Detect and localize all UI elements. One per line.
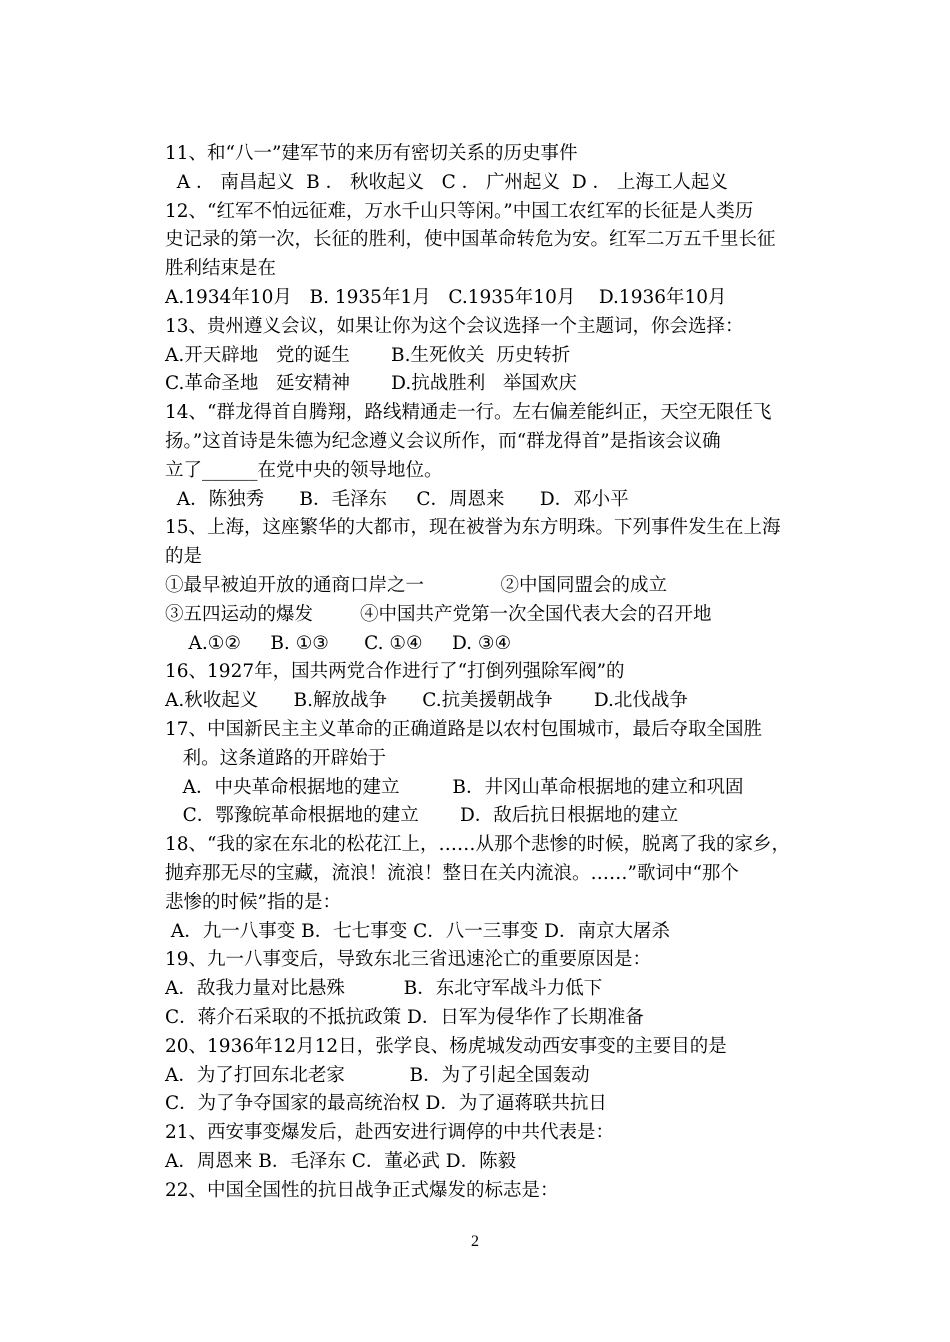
text-line: 利。这条道路的开辟始于 <box>165 747 387 769</box>
text-line: 22、中国全国性的抗日战争正式爆发的标志是： <box>165 1179 559 1201</box>
text-line: A．陈独秀 B．毛泽东 C．周恩来 D．邓小平 <box>165 488 629 510</box>
text-line: A.开天辟地 党的诞生 B.生死攸关 历史转折 <box>165 344 571 366</box>
text-line: A.1934年10月 B. 1935年1月 C.1935年10月 D.1936年10月 <box>165 287 727 308</box>
page-number: 2 <box>471 1233 479 1250</box>
text-line: 史记录的第一次，长征的胜利，使中国革命转危为安。红军二万五千里长征 <box>165 229 776 251</box>
text-line: 17、中国新民主主义革命的正确道路是以农村包围城市，最后夺取全国胜 <box>165 719 763 740</box>
text-line: A.①② B. ①③ C. ①④ D. ③④ <box>165 632 512 654</box>
text-line: 扬。”这首诗是朱德为纪念遵义会议所作，而“群龙得首”是指该会议确 <box>165 431 721 452</box>
text-line: A.秋收起义 B.解放战争 C.抗美援朝战争 D.北伐战争 <box>165 690 688 712</box>
text-line: 胜利结束是在 <box>165 258 277 280</box>
text-line: 15、上海，这座繁华的大都市，现在被誉为东方明珠。下列事件发生在上海 <box>165 517 781 539</box>
text-line: 悲惨的时候”指的是： <box>165 891 341 913</box>
text-line: 19、九一八事变后，导致东北三省迅速沦亡的重要原因是： <box>165 949 652 971</box>
text-line: A．中央革命根据地的建立 B．井冈山革命根据地的建立和巩固 <box>165 776 744 798</box>
text-line: A．为了打回东北老家 B．为了引起全国轰动 <box>165 1064 590 1086</box>
text-line: 立了______在党中央的领导地位。 <box>165 459 443 481</box>
text-line: A．周恩来 B．毛泽东 C．董必武 D．陈毅 <box>165 1151 517 1172</box>
text-line: 18、“我的家在东北的松花江上，……从那个悲惨的时候，脱离了我的家乡， <box>165 834 791 856</box>
text-line: C．为了争夺国家的最高统治权 D．为了逼蒋联共抗日 <box>165 1093 607 1115</box>
text-line: ③五四运动的爆发 ④中国共产党第一次全国代表大会的召开地 <box>165 603 712 625</box>
text-line: A．九一八事变 B．七七事变 C．八一三事变 D．南京大屠杀 <box>165 920 670 942</box>
text-line: 20、1936年12月12日，张学良、杨虎城发动西安事变的主要目的是 <box>165 1035 727 1057</box>
text-line: C.革命圣地 延安精神 D.抗战胜利 举国欢庆 <box>165 373 577 395</box>
text-line: 16、1927年，国共两党合作进行了“打倒列强除军阀”的 <box>165 661 625 683</box>
text-line: 13、贵州遵义会议，如果让你为这个会议选择一个主题词，你会选择： <box>165 315 744 337</box>
text-line: A．敌我力量对比悬殊 B．东北守军战斗力低下 <box>165 978 603 1000</box>
text-line: ①最早被迫开放的通商口岸之一 ②中国同盟会的成立 <box>165 575 667 596</box>
text-line: A ． 南昌起义 B ． 秋收起义 C ． 广州起义 D ． 上海工人起义 <box>165 171 728 193</box>
text-line: 12、“红军不怕远征难，万水千山只等闲。”中国工农红军的长征是人类历 <box>165 200 754 222</box>
text-line: 11、和“八一”建军节的来历有密切关系的历史事件 <box>165 143 578 164</box>
text-line: 21、西安事变爆发后，赴西安进行调停的中共代表是： <box>165 1122 615 1144</box>
text-line: C．鄂豫皖革命根据地的建立 D．敌后抗日根据地的建立 <box>165 805 679 827</box>
text-line: 14、“群龙得首自腾翔，路线精通走一行。左右偏差能纠正，天空无限任飞 <box>165 402 772 424</box>
text-line: 抛弃那无尽的宝藏，流浪！流浪！整日在关内流浪。……”歌词中“那个 <box>165 863 739 884</box>
text-line: 的是 <box>165 546 203 568</box>
text-line: C．蒋介石采取的不抵抗政策 D．日军为侵华作了长期准备 <box>165 1007 644 1028</box>
